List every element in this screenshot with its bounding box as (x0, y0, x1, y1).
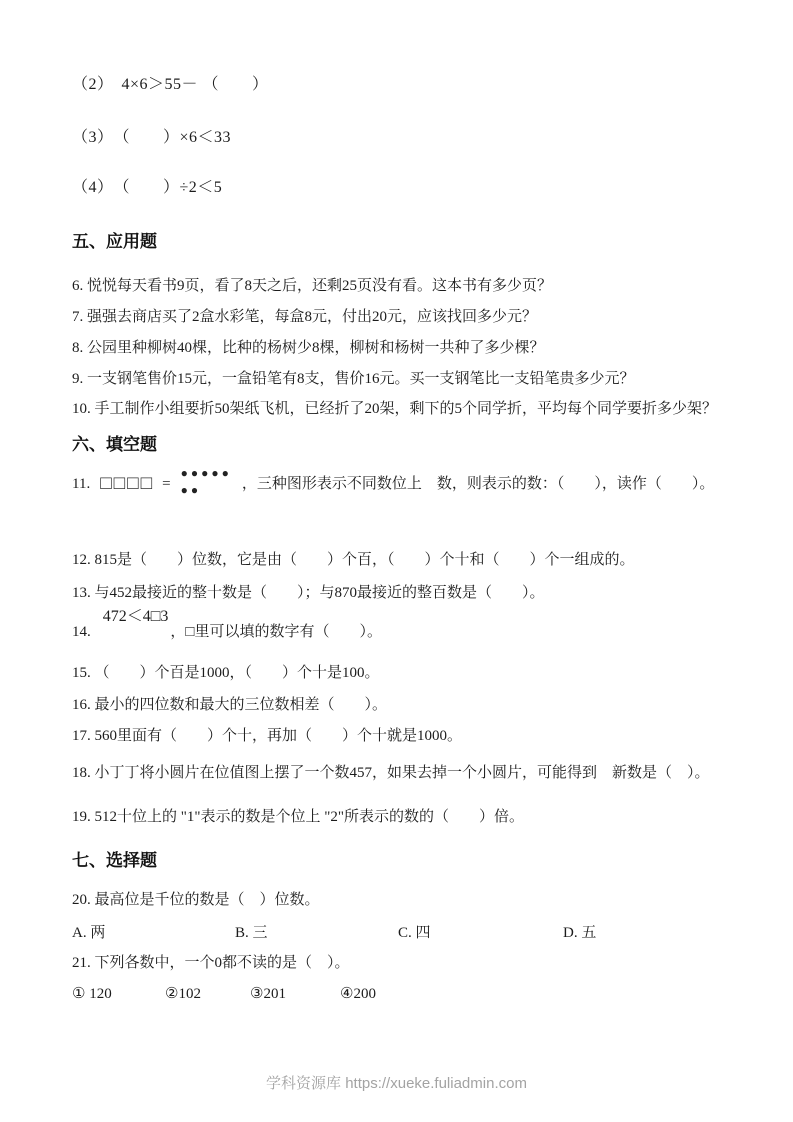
equation-3-expr: （ ）×6＜33 (121, 129, 232, 146)
question-8: 8. 公园里种柳树40棵，比种的杨树少8棵，柳树和杨树一共种了多少棵？ (72, 340, 545, 356)
question-10: 10. 手工制作小组要折50架纸飞机，已经折了20架，剩下的5个同学折，平均每个同学要折多少架？ (72, 401, 718, 417)
section-title-choice: 七、选择题 (72, 851, 157, 870)
question-11 (72, 466, 733, 497)
section-title-fill-in: 六、填空题 (72, 435, 157, 454)
question-11-number: 11. (72, 476, 91, 492)
question-9: 9. 一支钢笔售价15元，一盒铅笔有8支，售价16元。买一支钢笔比一支铅笔贵多少元？ (72, 371, 635, 387)
question-21-options (72, 984, 376, 1003)
question-12: 12. 815是（ ）位数，它是由（ ）个百，（ ）个十和（ ）个一组成的。 (72, 552, 635, 568)
option-d: D. 五 (563, 925, 597, 941)
section-title-application: 五、应用题 (72, 232, 157, 251)
question-16: 16. 最小的四位数和最大的三位数相差（ ）。 (72, 697, 388, 713)
option-b: B. 三 (235, 925, 268, 941)
place-value-dots (181, 468, 232, 495)
place-value-squares: □□□□ (100, 473, 155, 494)
question-20: 20. 最高位是千位的数是（ ）位数。 (72, 892, 320, 908)
question-19: 19. 512十位上的 "1"表示的数是个位上 "2"所表示的数的（ ）倍。 (72, 809, 524, 825)
question-14-formula: 472＜4□3 (102, 608, 169, 625)
question-7: 7. 强强去商店买了2盒水彩笔，每盒8元，付出20元，应该找回多少元？ (72, 309, 538, 325)
option-1: ① 120 (72, 986, 112, 1002)
option-c: C. 四 (398, 925, 431, 941)
question-14-text: ，□里可以填的数字有（ ）。 (170, 624, 382, 640)
question-11-text: ，三种图形表示不同数位上 数，则表示的数：（ ），读作（ ）。 (241, 476, 715, 492)
question-21: 21. 下列各数中，一个0都不读的是（ ）。 (72, 955, 350, 971)
question-17: 17. 560里面有（ ）个十，再加（ ）个十就是1000。 (72, 728, 463, 744)
equation-2-expr: 4×6＞55－ （ ） (121, 76, 269, 93)
equation-4-label: （4） (72, 179, 114, 196)
equals-sign: = (162, 476, 171, 492)
question-14 (72, 608, 733, 642)
dots-bottom-row: ●● (180, 483, 202, 497)
option-a: A. 两 (72, 925, 106, 941)
watermark-footer: 学科资源库 https://xueke.fuliadmin.com (266, 1075, 527, 1092)
question-14-number: 14. (72, 624, 91, 640)
option-4: ④200 (340, 986, 376, 1002)
equation-3 (72, 128, 733, 148)
equation-2 (72, 75, 733, 95)
equation-4-expr: （ ）÷2＜5 (121, 179, 223, 196)
question-18: 18. 小丁丁将小圆片在位值图上摆了一个数457，如果去掉一个小圆片，可能得到 新数是（ ）。 (72, 765, 710, 781)
equation-3-label: （3） (72, 129, 114, 146)
option-2: ②102 (165, 986, 201, 1002)
question-15: 15. （ ）个百是1000，（ ）个十是100。 (72, 665, 380, 681)
equation-2-label: （2） (72, 76, 114, 93)
question-20-options (72, 921, 726, 942)
question-13: 13. 与452最接近的整十数是（ ）；与870最接近的整百数是（ ）。 (72, 585, 545, 601)
dots-top-row: ●●●●● (180, 466, 232, 480)
option-3: ③201 (250, 986, 286, 1002)
question-6: 6. 悦悦每天看书9页，看了8天之后，还剩25页没有看。这本书有多少页？ (72, 278, 553, 294)
equation-4 (72, 178, 733, 198)
